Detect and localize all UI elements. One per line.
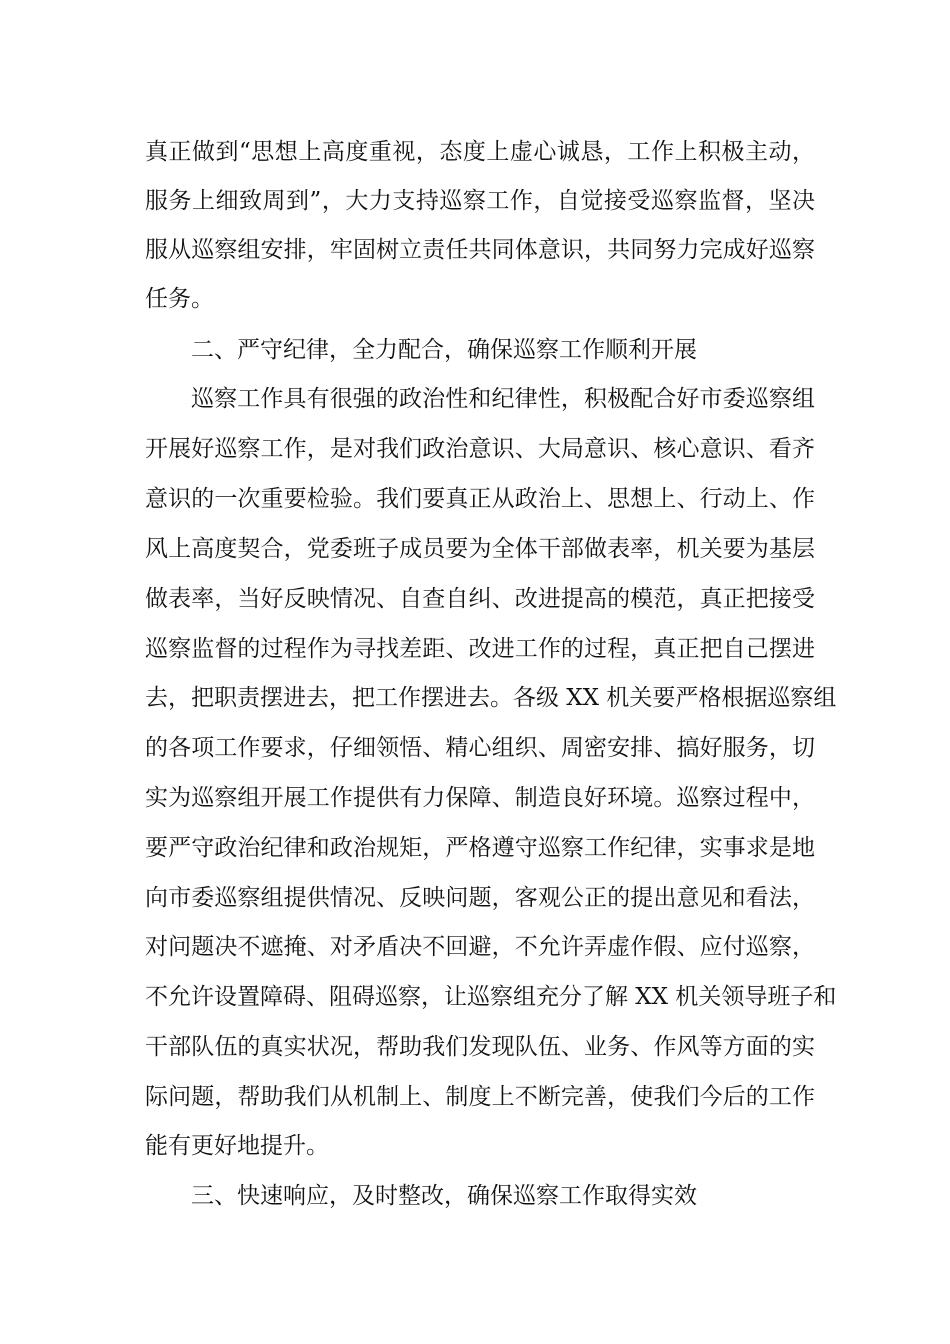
body-text-line: 真正做到“思想上高度重视，态度上虚心诚恳，工作上积极主动，	[145, 139, 815, 165]
body-text-line: 要严守政治纪律和政治规矩，严格遵守巡察工作纪律，实事求是地	[145, 835, 815, 861]
section-heading-3: 三、快速响应，及时整改，确保巡察工作取得实效	[191, 1183, 697, 1209]
body-text-line: 去，把职责摆进去，把工作摆进去。各级 XX 机关要严格根据巡察组	[145, 685, 837, 711]
body-text-line: 对问题决不遮掩、对矛盾决不回避，不允许弄虚作假、应付巡察，	[145, 934, 815, 960]
body-text-line: 巡察监督的过程作为寻找差距、改进工作的过程，真正把自己摆进	[145, 636, 815, 662]
body-text-line: 能有更好地提升。	[145, 1133, 329, 1159]
body-text-line: 服从巡察组安排，牢固树立责任共同体意识，共同努力完成好巡察	[145, 237, 815, 263]
body-text-line: 任务。	[145, 286, 214, 312]
section-heading-2: 二、严守纪律，全力配合，确保巡察工作顺利开展	[191, 337, 697, 363]
body-text-line: 意识的一次重要检验。我们要真正从政治上、思想上、行动上、作	[145, 486, 815, 512]
body-text-line: 巡察工作具有很强的政治性和纪律性，积极配合好市委巡察组	[191, 386, 815, 412]
body-text-line: 不允许设置障碍、阻碍巡察，让巡察组充分了解 XX 机关领导班子和	[145, 984, 837, 1010]
body-text-line: 服务上细致周到”，大力支持巡察工作，自觉接受巡察监督，坚决	[145, 188, 815, 214]
body-text-line: 际问题，帮助我们从机制上、制度上不断完善，使我们今后的工作	[145, 1084, 815, 1110]
body-text-line: 的各项工作要求，仔细领悟、精心组织、周密安排、搞好服务，切	[145, 735, 815, 761]
body-text-line: 做表率，当好反映情况、自查自纠、改进提高的模范，真正把接受	[145, 586, 815, 612]
body-text-line: 向市委巡察组提供情况、反映问题，客观公正的提出意见和看法，	[145, 885, 815, 911]
body-text-line: 风上高度契合，党委班子成员要为全体干部做表率，机关要为基层	[145, 536, 815, 562]
body-text-line: 实为巡察组开展工作提供有力保障、制造良好环境。巡察过程中，	[145, 785, 815, 811]
body-text-line: 干部队伍的真实状况，帮助我们发现队伍、业务、作风等方面的实	[145, 1034, 815, 1060]
body-text-line: 开展好巡察工作，是对我们政治意识、大局意识、核心意识、看齐	[145, 436, 815, 462]
